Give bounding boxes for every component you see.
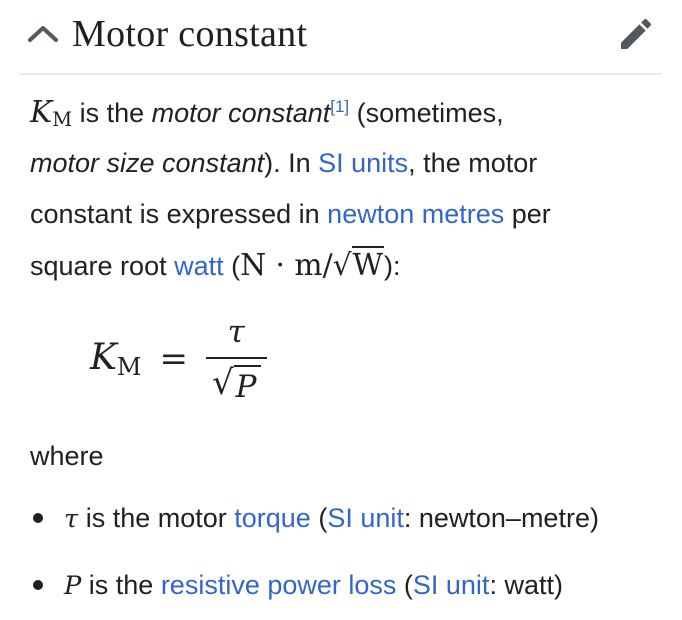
bullet-icon	[33, 580, 43, 590]
motor-size-constant-emphasis: motor size constant	[30, 148, 265, 178]
text-segment: (sometimes,	[349, 98, 504, 128]
nm-units: N · m/	[240, 248, 333, 283]
text-segment: ):	[384, 251, 401, 281]
si-unit-link[interactable]: SI unit	[412, 570, 490, 600]
si-units-link[interactable]: SI units	[318, 148, 409, 178]
formula-k-variable: K	[90, 337, 117, 378]
motor-constant-emphasis: motor constant	[151, 98, 331, 128]
text-segment: ). In	[264, 148, 319, 178]
text-segment: , the motor	[408, 148, 538, 178]
equals-sign: =	[159, 339, 188, 379]
unit-math-expression	[240, 246, 384, 283]
text-segment: (	[396, 570, 413, 600]
edit-pencil-icon[interactable]	[616, 14, 656, 54]
radicand-w: W	[352, 248, 384, 283]
where-label: where	[30, 441, 104, 471]
text-segment: is the motor	[78, 503, 235, 533]
torque-link[interactable]: torque	[234, 503, 311, 533]
radical-sign: √	[211, 362, 234, 403]
text-segment: (	[310, 503, 328, 533]
text-segment: : watt)	[489, 570, 563, 600]
resistive-power-loss-link[interactable]: resistive power loss	[160, 570, 397, 600]
text-segment: per	[504, 199, 551, 229]
definition-list	[30, 498, 652, 606]
km-formula	[90, 309, 652, 409]
list-item-power-loss	[30, 565, 652, 606]
fraction-denominator	[206, 357, 267, 405]
formula-m-subscript: M	[116, 353, 142, 381]
p-variable: P	[64, 571, 82, 601]
fraction-numerator-tau: τ	[227, 313, 245, 350]
text-segment: (	[223, 251, 241, 281]
paragraph-line-1	[30, 87, 652, 138]
fraction	[206, 314, 267, 405]
section-title: Motor constant	[72, 13, 308, 55]
paragraph-line-4	[30, 240, 652, 291]
km-subscript: M	[52, 107, 73, 131]
text-segment: is the	[72, 98, 152, 128]
section-header[interactable]	[0, 0, 682, 56]
paragraph-line-2	[30, 138, 652, 189]
reference-link[interactable]: [1]	[330, 97, 350, 116]
km-variable: K	[30, 95, 53, 130]
section-divider	[20, 73, 662, 75]
formula-lhs	[90, 337, 141, 381]
text-segment: square root	[30, 251, 175, 281]
text-segment: is the	[81, 570, 161, 600]
article-body	[0, 87, 682, 606]
text-segment: constant is expressed in	[30, 199, 328, 229]
radicand-p: P	[234, 365, 261, 405]
intro-paragraph	[30, 87, 652, 291]
text-segment: : newton–metre)	[403, 503, 599, 533]
bullet-icon	[33, 513, 43, 523]
chevron-up-icon[interactable]	[26, 19, 60, 49]
tau-variable: τ	[64, 504, 79, 534]
watt-link[interactable]: watt	[174, 251, 224, 281]
radical-sign: √	[332, 248, 352, 283]
paragraph-line-3	[30, 189, 652, 240]
newton-metres-link[interactable]: newton metres	[327, 199, 505, 229]
list-item-torque	[30, 498, 652, 539]
si-unit-link[interactable]: SI unit	[327, 503, 404, 533]
